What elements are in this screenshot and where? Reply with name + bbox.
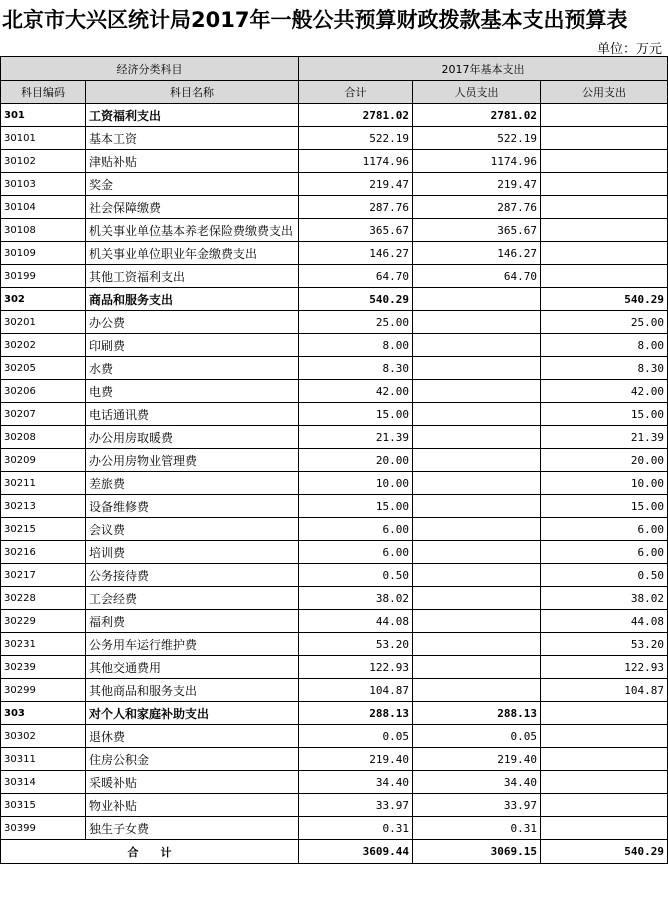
- table-row: [1, 334, 668, 357]
- cell-name: 物业补贴: [86, 794, 299, 817]
- cell-total: 21.39: [299, 426, 413, 449]
- cell-code: 30239: [1, 656, 86, 679]
- cell-code: 30228: [1, 587, 86, 610]
- cell-public: 0.50: [541, 564, 668, 587]
- cell-public: 38.02: [541, 587, 668, 610]
- cell-total: 42.00: [299, 380, 413, 403]
- cell-code: 30205: [1, 357, 86, 380]
- cell-public: 15.00: [541, 495, 668, 518]
- cell-public: 8.00: [541, 334, 668, 357]
- table-row: [1, 541, 668, 564]
- cell-code: 30215: [1, 518, 86, 541]
- cell-name: 电费: [86, 380, 299, 403]
- cell-public: 540.29: [541, 288, 668, 311]
- cell-name: 工会经费: [86, 587, 299, 610]
- header-group-right: 2017年基本支出: [299, 57, 668, 81]
- cell-name: 住房公积金: [86, 748, 299, 771]
- cell-name: 社会保障缴费: [86, 196, 299, 219]
- cell-personnel: 33.97: [413, 794, 541, 817]
- cell-personnel: [413, 311, 541, 334]
- cell-total: 25.00: [299, 311, 413, 334]
- table-row: [1, 679, 668, 702]
- cell-public: 8.30: [541, 357, 668, 380]
- cell-public: [541, 771, 668, 794]
- cell-code: 30217: [1, 564, 86, 587]
- cell-total: 8.30: [299, 357, 413, 380]
- cell-personnel: [413, 610, 541, 633]
- cell-total: 10.00: [299, 472, 413, 495]
- cell-code: 30109: [1, 242, 86, 265]
- cell-total: 44.08: [299, 610, 413, 633]
- cell-public: 6.00: [541, 518, 668, 541]
- table-row: [1, 242, 668, 265]
- cell-code: 30108: [1, 219, 86, 242]
- cell-code: 30103: [1, 173, 86, 196]
- cell-name: 公务接待费: [86, 564, 299, 587]
- cell-total: 146.27: [299, 242, 413, 265]
- total-sum: 3609.44: [299, 840, 413, 864]
- cell-personnel: [413, 518, 541, 541]
- cell-name: 其他商品和服务支出: [86, 679, 299, 702]
- cell-code: 30202: [1, 334, 86, 357]
- table-group-row: [1, 702, 668, 725]
- cell-total: 15.00: [299, 495, 413, 518]
- cell-code: 30102: [1, 150, 86, 173]
- table-row: [1, 518, 668, 541]
- cell-name: 电话通讯费: [86, 403, 299, 426]
- table-row: [1, 311, 668, 334]
- cell-personnel: 0.05: [413, 725, 541, 748]
- header-col-public: 公用支出: [541, 81, 668, 104]
- cell-personnel: [413, 449, 541, 472]
- cell-public: 6.00: [541, 541, 668, 564]
- table-total-row: [1, 840, 668, 864]
- total-label: 合 计: [1, 840, 299, 864]
- cell-personnel: [413, 288, 541, 311]
- cell-total: 6.00: [299, 541, 413, 564]
- table-row: [1, 380, 668, 403]
- cell-total: 540.29: [299, 288, 413, 311]
- cell-public: [541, 725, 668, 748]
- table-row: [1, 633, 668, 656]
- cell-name: 津贴补贴: [86, 150, 299, 173]
- table-row: [1, 150, 668, 173]
- cell-code: 30399: [1, 817, 86, 840]
- cell-public: [541, 219, 668, 242]
- cell-name: 差旅费: [86, 472, 299, 495]
- cell-code: 30199: [1, 265, 86, 288]
- table-row: [1, 794, 668, 817]
- cell-public: 20.00: [541, 449, 668, 472]
- cell-name: 退休费: [86, 725, 299, 748]
- cell-name: 福利费: [86, 610, 299, 633]
- table-row: [1, 426, 668, 449]
- cell-public: 53.20: [541, 633, 668, 656]
- table-row: [1, 472, 668, 495]
- cell-public: 122.93: [541, 656, 668, 679]
- cell-code: 30211: [1, 472, 86, 495]
- cell-code: 303: [1, 702, 86, 725]
- cell-total: 64.70: [299, 265, 413, 288]
- cell-public: [541, 794, 668, 817]
- cell-public: 44.08: [541, 610, 668, 633]
- budget-table: [0, 56, 668, 864]
- cell-code: 302: [1, 288, 86, 311]
- table-row: [1, 587, 668, 610]
- cell-code: 30206: [1, 380, 86, 403]
- cell-name: 采暖补贴: [86, 771, 299, 794]
- table-row: [1, 564, 668, 587]
- cell-code: 30201: [1, 311, 86, 334]
- cell-public: [541, 196, 668, 219]
- cell-public: [541, 748, 668, 771]
- cell-total: 219.47: [299, 173, 413, 196]
- cell-name: 其他工资福利支出: [86, 265, 299, 288]
- cell-total: 288.13: [299, 702, 413, 725]
- cell-personnel: 287.76: [413, 196, 541, 219]
- cell-code: 301: [1, 104, 86, 127]
- page-title: 北京市大兴区统计局2017年一般公共预算财政拨款基本支出预算表: [2, 8, 628, 32]
- cell-name: 其他交通费用: [86, 656, 299, 679]
- header-col-personnel: 人员支出: [413, 81, 541, 104]
- cell-code: 30299: [1, 679, 86, 702]
- table-row: [1, 173, 668, 196]
- header-col-name: 科目名称: [86, 81, 299, 104]
- header-col-code: 科目编码: [1, 81, 86, 104]
- cell-public: 21.39: [541, 426, 668, 449]
- cell-public: 10.00: [541, 472, 668, 495]
- cell-public: [541, 173, 668, 196]
- table-row: [1, 610, 668, 633]
- cell-personnel: 146.27: [413, 242, 541, 265]
- cell-name: 奖金: [86, 173, 299, 196]
- cell-personnel: 1174.96: [413, 150, 541, 173]
- cell-personnel: [413, 472, 541, 495]
- cell-public: 25.00: [541, 311, 668, 334]
- table-row: [1, 219, 668, 242]
- cell-personnel: [413, 403, 541, 426]
- cell-name: 公务用车运行维护费: [86, 633, 299, 656]
- cell-public: [541, 242, 668, 265]
- cell-personnel: 219.40: [413, 748, 541, 771]
- cell-personnel: 2781.02: [413, 104, 541, 127]
- cell-public: 15.00: [541, 403, 668, 426]
- table-row: [1, 403, 668, 426]
- cell-total: 0.50: [299, 564, 413, 587]
- cell-personnel: [413, 541, 541, 564]
- cell-public: 42.00: [541, 380, 668, 403]
- table-row: [1, 265, 668, 288]
- cell-name: 办公用房物业管理费: [86, 449, 299, 472]
- header-group-left: 经济分类科目: [1, 57, 299, 81]
- cell-personnel: 522.19: [413, 127, 541, 150]
- cell-name: 独生子女费: [86, 817, 299, 840]
- cell-name: 基本工资: [86, 127, 299, 150]
- cell-public: [541, 817, 668, 840]
- cell-name: 设备维修费: [86, 495, 299, 518]
- cell-personnel: [413, 564, 541, 587]
- cell-personnel: [413, 334, 541, 357]
- cell-total: 219.40: [299, 748, 413, 771]
- cell-personnel: 365.67: [413, 219, 541, 242]
- cell-name: 商品和服务支出: [86, 288, 299, 311]
- cell-total: 0.05: [299, 725, 413, 748]
- cell-name: 会议费: [86, 518, 299, 541]
- cell-personnel: [413, 587, 541, 610]
- cell-name: 机关事业单位职业年金缴费支出: [86, 242, 299, 265]
- cell-total: 287.76: [299, 196, 413, 219]
- table-row: [1, 748, 668, 771]
- cell-total: 122.93: [299, 656, 413, 679]
- total-public: 540.29: [541, 840, 668, 864]
- cell-public: [541, 150, 668, 173]
- cell-personnel: [413, 357, 541, 380]
- cell-name: 办公用房取暖费: [86, 426, 299, 449]
- cell-total: 15.00: [299, 403, 413, 426]
- cell-personnel: 0.31: [413, 817, 541, 840]
- cell-public: [541, 702, 668, 725]
- cell-personnel: 34.40: [413, 771, 541, 794]
- cell-code: 30208: [1, 426, 86, 449]
- cell-name: 工资福利支出: [86, 104, 299, 127]
- header-row-group: [1, 57, 668, 81]
- table-row: [1, 656, 668, 679]
- cell-code: 30104: [1, 196, 86, 219]
- cell-personnel: [413, 633, 541, 656]
- cell-personnel: [413, 380, 541, 403]
- cell-name: 印刷费: [86, 334, 299, 357]
- cell-name: 水费: [86, 357, 299, 380]
- cell-code: 30315: [1, 794, 86, 817]
- cell-total: 365.67: [299, 219, 413, 242]
- cell-total: 1174.96: [299, 150, 413, 173]
- cell-personnel: [413, 656, 541, 679]
- table-row: [1, 127, 668, 150]
- cell-code: 30101: [1, 127, 86, 150]
- cell-personnel: [413, 679, 541, 702]
- table-row: [1, 357, 668, 380]
- header-row-columns: [1, 81, 668, 104]
- cell-public: [541, 104, 668, 127]
- cell-total: 38.02: [299, 587, 413, 610]
- cell-code: 30311: [1, 748, 86, 771]
- cell-public: 104.87: [541, 679, 668, 702]
- header-col-total: 合计: [299, 81, 413, 104]
- cell-code: 30302: [1, 725, 86, 748]
- table-group-row: [1, 104, 668, 127]
- cell-total: 8.00: [299, 334, 413, 357]
- cell-code: 30213: [1, 495, 86, 518]
- table-row: [1, 817, 668, 840]
- cell-public: [541, 265, 668, 288]
- cell-name: 机关事业单位基本养老保险费缴费支出: [86, 219, 299, 242]
- cell-code: 30207: [1, 403, 86, 426]
- cell-code: 30216: [1, 541, 86, 564]
- table-row: [1, 771, 668, 794]
- cell-personnel: [413, 495, 541, 518]
- cell-personnel: 64.70: [413, 265, 541, 288]
- cell-personnel: 219.47: [413, 173, 541, 196]
- cell-name: 培训费: [86, 541, 299, 564]
- table-row: [1, 196, 668, 219]
- cell-code: 30231: [1, 633, 86, 656]
- cell-code: 30314: [1, 771, 86, 794]
- cell-total: 522.19: [299, 127, 413, 150]
- unit-label: 单位：万元: [596, 42, 662, 57]
- cell-total: 53.20: [299, 633, 413, 656]
- cell-total: 33.97: [299, 794, 413, 817]
- cell-total: 104.87: [299, 679, 413, 702]
- cell-total: 6.00: [299, 518, 413, 541]
- cell-name: 办公费: [86, 311, 299, 334]
- cell-code: 30229: [1, 610, 86, 633]
- cell-total: 34.40: [299, 771, 413, 794]
- table-group-row: [1, 288, 668, 311]
- table-row: [1, 725, 668, 748]
- table-row: [1, 495, 668, 518]
- table-row: [1, 449, 668, 472]
- cell-total: 2781.02: [299, 104, 413, 127]
- total-personnel: 3069.15: [413, 840, 541, 864]
- cell-personnel: [413, 426, 541, 449]
- cell-total: 20.00: [299, 449, 413, 472]
- cell-code: 30209: [1, 449, 86, 472]
- cell-name: 对个人和家庭补助支出: [86, 702, 299, 725]
- cell-total: 0.31: [299, 817, 413, 840]
- cell-public: [541, 127, 668, 150]
- cell-personnel: 288.13: [413, 702, 541, 725]
